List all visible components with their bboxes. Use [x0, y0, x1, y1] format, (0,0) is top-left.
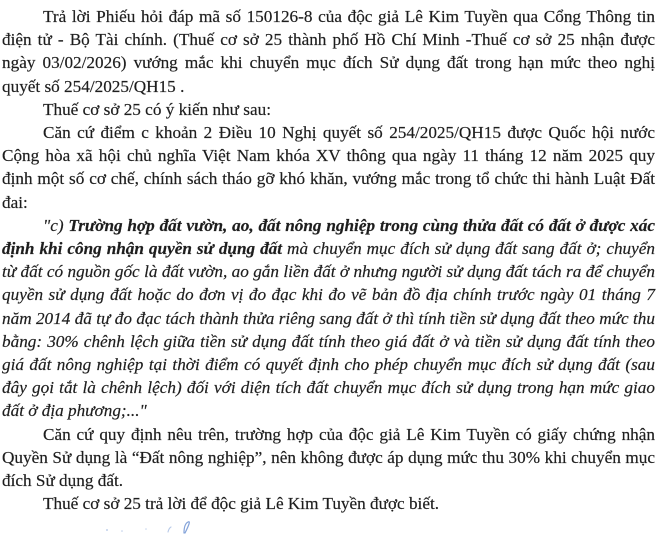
paragraph-opinion-lead: Thuế cơ sở 25 có ý kiến như sau:: [43, 99, 271, 119]
paragraph-legal-basis: Căn cứ điểm c khoản 2 Điều 10 Nghị quyết số 254/2025/QH15 được Quốc hội nước Cộng hòa xã hội chủ nghĩa Việt Nam khóa XV thông qua ngày 11 tháng 12 năm 2025 quy định một số cơ chế, chính sách tháo gỡ khó khăn, vướng mắc trong tổ chức thi hành Luật Đất đai:: [2, 123, 655, 212]
ink-stroke: [184, 522, 189, 533]
signature-ink-mark: [98, 520, 218, 534]
ink-dot: [145, 528, 147, 530]
quote-body-text: mà chuyển mục đích sử dụng đất sang đất ở; chuyển từ đất có nguồn gốc là đất vườn, ao gắn liền đất ở nhưng người sử dụng đất tách ra để chuyển quyền sử dụng đất hoặc do đơn vị đo đạc khi đo vẽ bản đồ địa chính trước ngày 01 tháng 7 năm 2014 đã tự đo đạc tách thành thửa riêng sang đất ở thì tính tiền sử dụng đất theo mức thu bằng: 30% chênh lệch giữa tiền sử dụng đất tính theo giá đất ở và tiền sử dụng đất tính theo giá đất nông nghiệp tại thời điểm có quyết định cho phép chuyển mục đích sử dụng đất (sau đây gọi tắt là chênh lệch) đối với diện tích đất chuyển mục đích sử dụng trong hạn mức giao đất ở địa phương;...": [2, 239, 655, 421]
paragraph-intro: Trả lời Phiếu hỏi đáp mã số 150126-8 của độc giả Lê Kim Tuyền qua Cổng Thông tin điện tử - Bộ Tài chính. (Thuế cơ sở 25 thành phố Hồ Chí Minh -Thuế cơ sở 25 nhận được ngày 03/02/2026) vướng mắc khi chuyển mục đích Sử dụng đất trong hạn mức theo nghị quyết số 254/2025/QH15 .: [2, 7, 655, 96]
ink-dot: [106, 529, 108, 531]
quote-bold-lead: Trường hợp đất vườn, ao, đất nông nghiệp trong cùng thửa đất có đất ở được xác định khi công nhận quyền sử dụng đất: [2, 215, 655, 259]
ink-dot: [121, 530, 123, 532]
quote-open-marker: "c): [43, 215, 69, 235]
paragraph-conclusion: Căn cứ quy định nêu trên, trường hợp của độc giả Lê Kim Tuyền có giấy chứng nhận Quyền Sử dụng là “Đất nông nghiệp”, nên không được áp dụng mức thu 30% khi chuyển mục đích Sử dụng đất.: [2, 424, 655, 491]
paragraph-closing: Thuế cơ sở 25 trả lời để độc giả Lê Kim Tuyền được biết.: [43, 494, 440, 514]
ink-stroke: [168, 527, 171, 532]
paragraph-quoted-regulation: [2, 214, 655, 423]
